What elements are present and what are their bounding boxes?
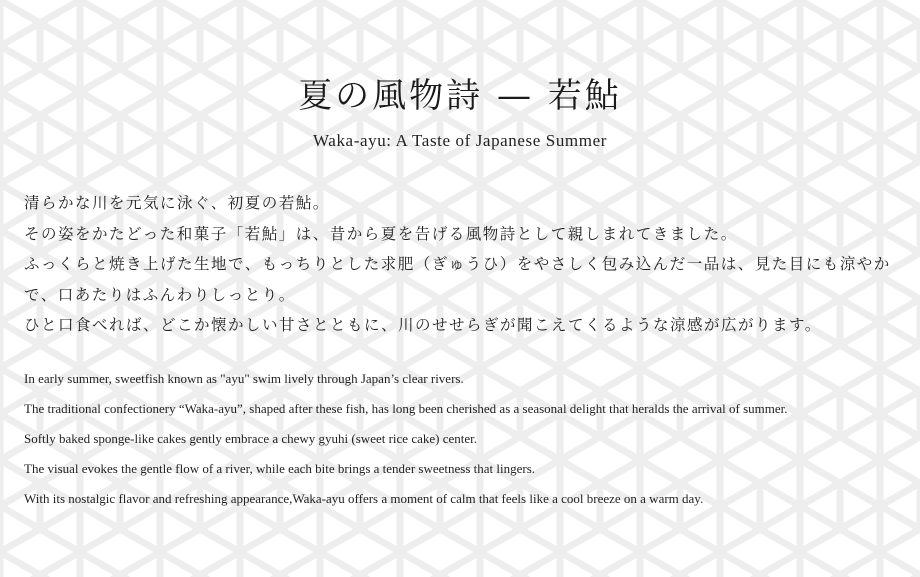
jp-paragraph: その姿をかたどった和菓子「若鮎」は、昔から夏を告げる風物詩として親しまれてきました。	[24, 224, 738, 243]
page-title-japanese: 夏の風物詩 — 若鮎	[298, 76, 622, 116]
japanese-description	[24, 188, 904, 341]
page-subtitle-english: Waka-ayu: A Taste of Japanese Summer	[313, 131, 607, 150]
en-paragraph: With its nostalgic flavor and refreshing appearance,Waka-ayu offers a moment of calm that feels like a cool breeze on a warm day.	[24, 491, 704, 506]
en-paragraph: The traditional confectionery “Waka-ayu”, shaped after these fish, has long been cherished as a seasonal delight that heralds the arrival of summer.	[24, 401, 788, 416]
en-paragraph: The visual evokes the gentle flow of a river, while each bite brings a tender sweetness that lingers.	[24, 461, 536, 476]
jp-paragraph: ふっくらと焼き上げた生地で、もっちりとした求肥（ぎゅうひ）をやさしく包み込んだ一品は、見た目にも涼やかで、口あたりはふんわりしっとり。	[24, 255, 891, 304]
en-paragraph: Softly baked sponge-like cakes gently embrace a chewy gyuhi (sweet rice cake) center.	[24, 431, 478, 446]
jp-paragraph: ひと口食べれば、どこか懐かしい甘さとともに、川のせせらぎが聞こえてくるような涼感が広がります。	[24, 316, 822, 334]
en-paragraph: In early summer, sweetfish known as "ayu" swim lively through Japan’s clear rivers.	[24, 371, 464, 386]
jp-paragraph: 清らかな川を元気に泳ぐ、初夏の若鮎。	[24, 194, 330, 212]
english-description	[24, 364, 904, 514]
